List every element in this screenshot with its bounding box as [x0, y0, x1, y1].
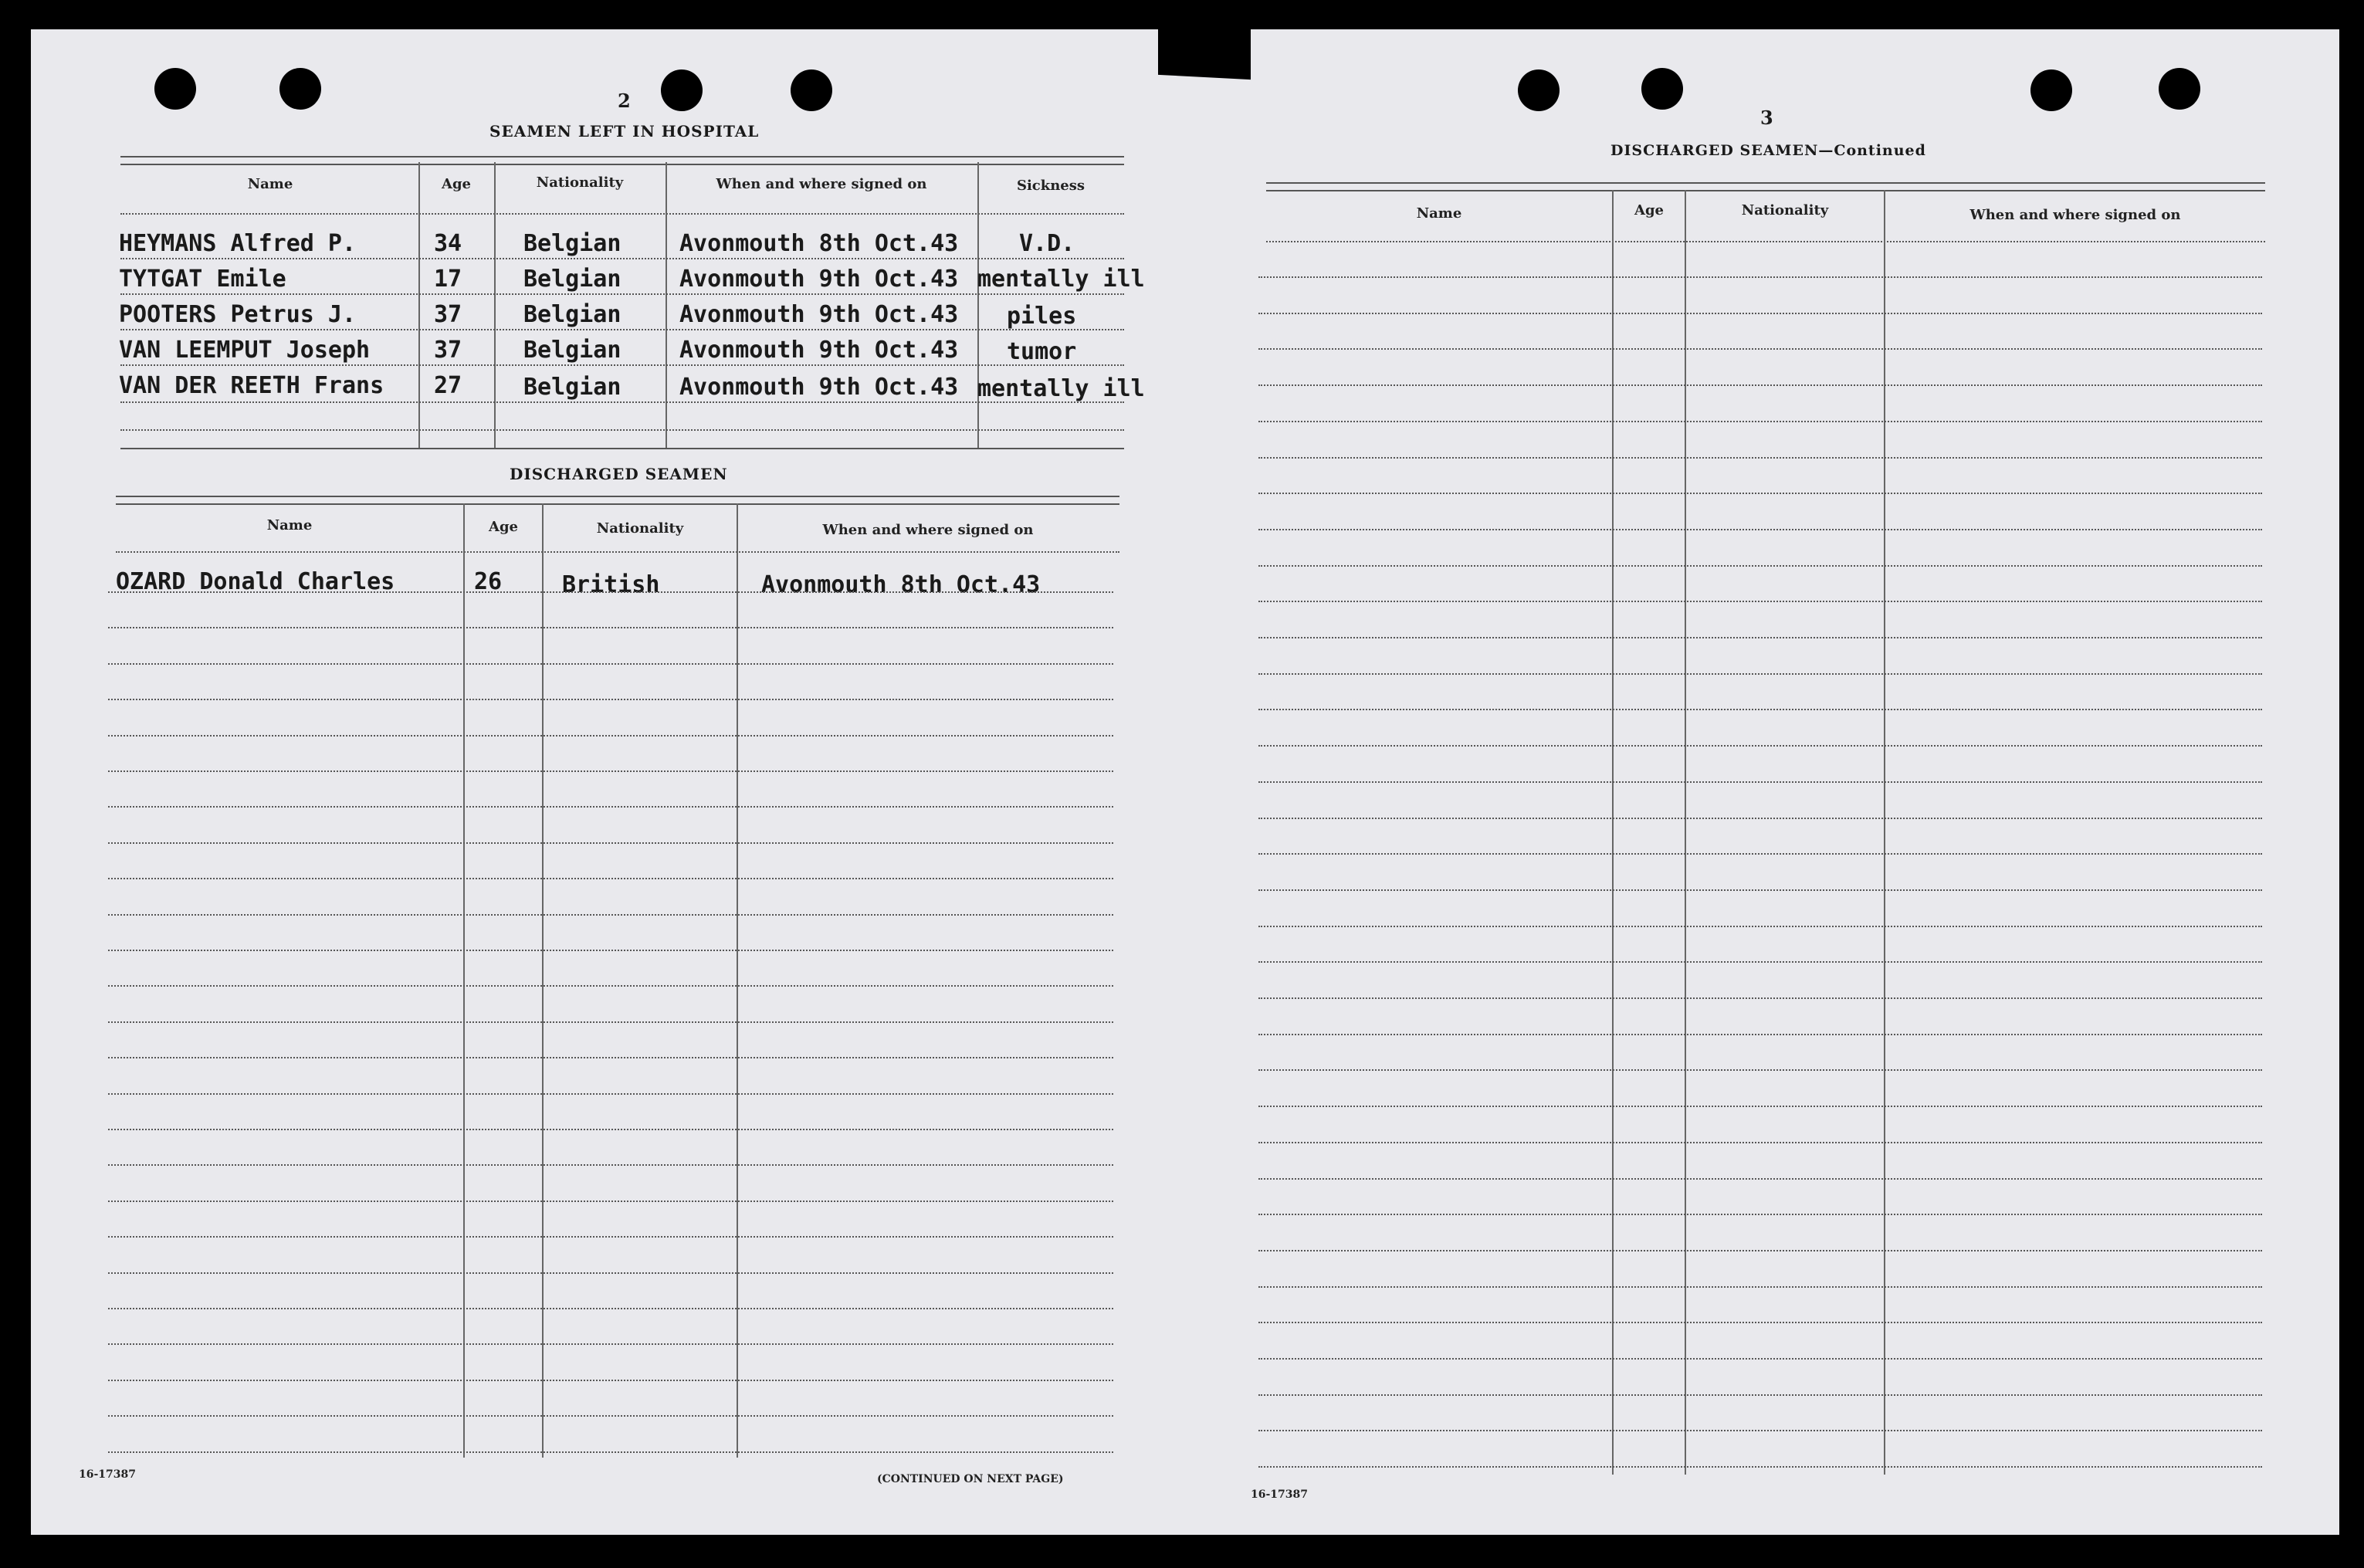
row-rule	[1258, 276, 2262, 278]
row-rule	[108, 627, 1113, 628]
seaman-age: 37	[434, 337, 462, 364]
table-rule	[120, 164, 1124, 165]
seaman-age: 34	[434, 230, 462, 257]
punch-hole	[791, 69, 832, 111]
seaman-age: 26	[474, 568, 503, 595]
row-rule	[108, 770, 1113, 772]
row-rule	[108, 806, 1113, 808]
col-header-signed-on: When and where signed on	[822, 522, 1034, 538]
row-rule	[120, 364, 1124, 366]
row-rule	[120, 401, 1124, 403]
row-rule	[1258, 781, 2262, 783]
col-header-age: Age	[441, 176, 471, 192]
row-rule	[1258, 745, 2262, 747]
col-header-signed-on: When and where signed on	[1969, 207, 2181, 223]
row-rule	[108, 1451, 1113, 1453]
table-rule	[1266, 190, 2265, 191]
row-rule	[1258, 1178, 2262, 1180]
table-rule	[120, 213, 1124, 215]
seaman-name: TYTGAT Emile	[119, 266, 286, 293]
row-rule	[1258, 926, 2262, 927]
signed-on: Avonmouth 8th Oct.43	[679, 230, 959, 257]
col-header-age: Age	[488, 519, 518, 535]
row-rule	[120, 429, 1124, 431]
row-rule	[1258, 1034, 2262, 1035]
row-rule	[120, 329, 1124, 330]
row-rule	[1258, 1394, 2262, 1396]
hospital-section-title: SEAMEN LEFT IN HOSPITAL	[489, 122, 760, 141]
col-header-age: Age	[1634, 202, 1664, 218]
signed-on: Avonmouth 9th Oct.43	[679, 374, 959, 401]
seaman-nationality: Belgian	[523, 266, 621, 293]
signed-on: Avonmouth 9th Oct.43	[679, 337, 959, 364]
form-number-right: 16-17387	[1251, 1488, 1308, 1501]
seaman-name: VAN LEEMPUT Joseph	[119, 337, 371, 364]
row-rule	[108, 914, 1113, 916]
seaman-nationality: Belgian	[523, 301, 621, 328]
column-divider	[977, 162, 979, 448]
page-number-right: 3	[1760, 107, 1773, 129]
row-rule	[108, 1415, 1113, 1417]
continued-note: (CONTINUED ON NEXT PAGE)	[877, 1473, 1064, 1485]
row-rule	[108, 985, 1113, 987]
punch-hole	[154, 68, 196, 110]
row-rule	[108, 1201, 1113, 1202]
col-header-name: Name	[266, 517, 313, 533]
row-rule	[1258, 1106, 2262, 1107]
column-divider	[463, 503, 465, 1458]
row-rule	[1258, 853, 2262, 855]
row-rule	[108, 842, 1113, 844]
row-rule	[108, 1272, 1113, 1274]
row-rule	[108, 699, 1113, 700]
column-divider	[1612, 190, 1614, 1475]
column-divider	[494, 162, 496, 448]
row-rule	[108, 1093, 1113, 1095]
col-header-name: Name	[247, 176, 293, 192]
seaman-nationality: Belgian	[523, 374, 621, 401]
row-rule	[1258, 529, 2262, 530]
seaman-nationality: Belgian	[523, 337, 621, 364]
signed-on: Avonmouth 8th Oct.43	[761, 571, 1041, 598]
sickness: tumor	[1007, 338, 1077, 365]
row-rule	[108, 663, 1113, 665]
seaman-nationality: Belgian	[523, 230, 621, 257]
row-rule	[1258, 313, 2262, 314]
col-header-nationality: Nationality	[596, 520, 684, 537]
signed-on: Avonmouth 9th Oct.43	[679, 301, 959, 328]
punch-hole	[661, 69, 703, 111]
column-divider	[1884, 190, 1885, 1475]
signed-on: Avonmouth 9th Oct.43	[679, 266, 959, 293]
row-rule	[1258, 1142, 2262, 1143]
row-rule	[108, 1343, 1113, 1345]
row-rule	[1258, 565, 2262, 567]
col-header-nationality: Nationality	[1741, 202, 1829, 218]
col-header-name: Name	[1416, 205, 1462, 222]
punch-hole	[2030, 69, 2072, 111]
row-rule	[120, 293, 1124, 295]
row-rule	[1258, 961, 2262, 963]
row-rule	[108, 1164, 1113, 1166]
row-rule	[120, 258, 1124, 259]
punch-hole	[1518, 69, 1560, 111]
table-rule	[1266, 241, 2265, 242]
row-rule	[1258, 1069, 2262, 1071]
row-rule	[108, 1308, 1113, 1309]
row-rule	[1258, 637, 2262, 638]
page-number-left: 2	[618, 90, 631, 112]
form-number-left: 16-17387	[79, 1468, 136, 1481]
discharged-section-title: DISCHARGED SEAMEN	[510, 465, 728, 483]
col-header-signed-on: When and where signed on	[716, 176, 927, 192]
row-rule	[1258, 1286, 2262, 1288]
sickness: V.D.	[1019, 230, 1075, 257]
column-divider	[737, 503, 738, 1458]
row-rule	[1258, 601, 2262, 602]
sickness: mentally ill	[977, 266, 1145, 293]
row-rule	[1258, 384, 2262, 386]
seaman-name: OZARD Donald Charles	[116, 568, 395, 595]
discharged-continued-title: DISCHARGED SEAMEN—Continued	[1610, 142, 1926, 159]
seaman-name: VAN DER REETH Frans	[119, 372, 384, 399]
column-divider	[666, 162, 667, 448]
row-rule	[108, 878, 1113, 879]
row-rule	[1258, 421, 2262, 422]
row-rule	[1258, 1214, 2262, 1215]
row-rule	[1258, 1322, 2262, 1323]
seaman-name: HEYMANS Alfred P.	[119, 230, 357, 257]
row-rule	[108, 1236, 1113, 1238]
seaman-age: 27	[434, 372, 462, 399]
row-rule	[1258, 709, 2262, 710]
sickness: piles	[1007, 303, 1077, 330]
row-rule	[108, 591, 1113, 593]
row-rule	[108, 1129, 1113, 1130]
column-divider	[542, 503, 544, 1458]
row-rule	[108, 1057, 1113, 1058]
page-fold-gap	[1158, 21, 1251, 80]
row-rule	[1258, 818, 2262, 819]
row-rule	[1258, 673, 2262, 675]
row-rule	[108, 950, 1113, 951]
table-rule	[120, 448, 1124, 449]
table-rule	[1266, 182, 2265, 184]
row-rule	[1258, 457, 2262, 459]
row-rule	[1258, 1430, 2262, 1431]
row-rule	[108, 1380, 1113, 1381]
punch-hole	[2159, 68, 2200, 110]
seaman-age: 37	[434, 301, 462, 328]
table-rule	[116, 496, 1119, 497]
row-rule	[1258, 348, 2262, 350]
table-rule	[116, 551, 1119, 553]
row-rule	[1258, 997, 2262, 999]
row-rule	[1258, 1250, 2262, 1251]
row-rule	[108, 735, 1113, 737]
table-rule	[116, 503, 1119, 505]
seaman-name: POOTERS Petrus J.	[119, 301, 357, 328]
row-rule	[1258, 1466, 2262, 1468]
punch-hole	[1641, 68, 1683, 110]
row-rule	[1258, 1358, 2262, 1360]
col-header-nationality: Nationality	[536, 174, 624, 191]
col-header-sickness: Sickness	[1016, 178, 1085, 194]
sickness: mentally ill	[977, 375, 1145, 402]
row-rule	[1258, 889, 2262, 891]
table-rule	[120, 156, 1124, 157]
punch-hole	[279, 68, 321, 110]
row-rule	[1258, 493, 2262, 494]
column-divider	[1685, 190, 1686, 1475]
column-divider	[418, 162, 420, 448]
seaman-nationality: British	[562, 571, 660, 598]
seaman-age: 17	[434, 266, 462, 293]
row-rule	[108, 1021, 1113, 1023]
